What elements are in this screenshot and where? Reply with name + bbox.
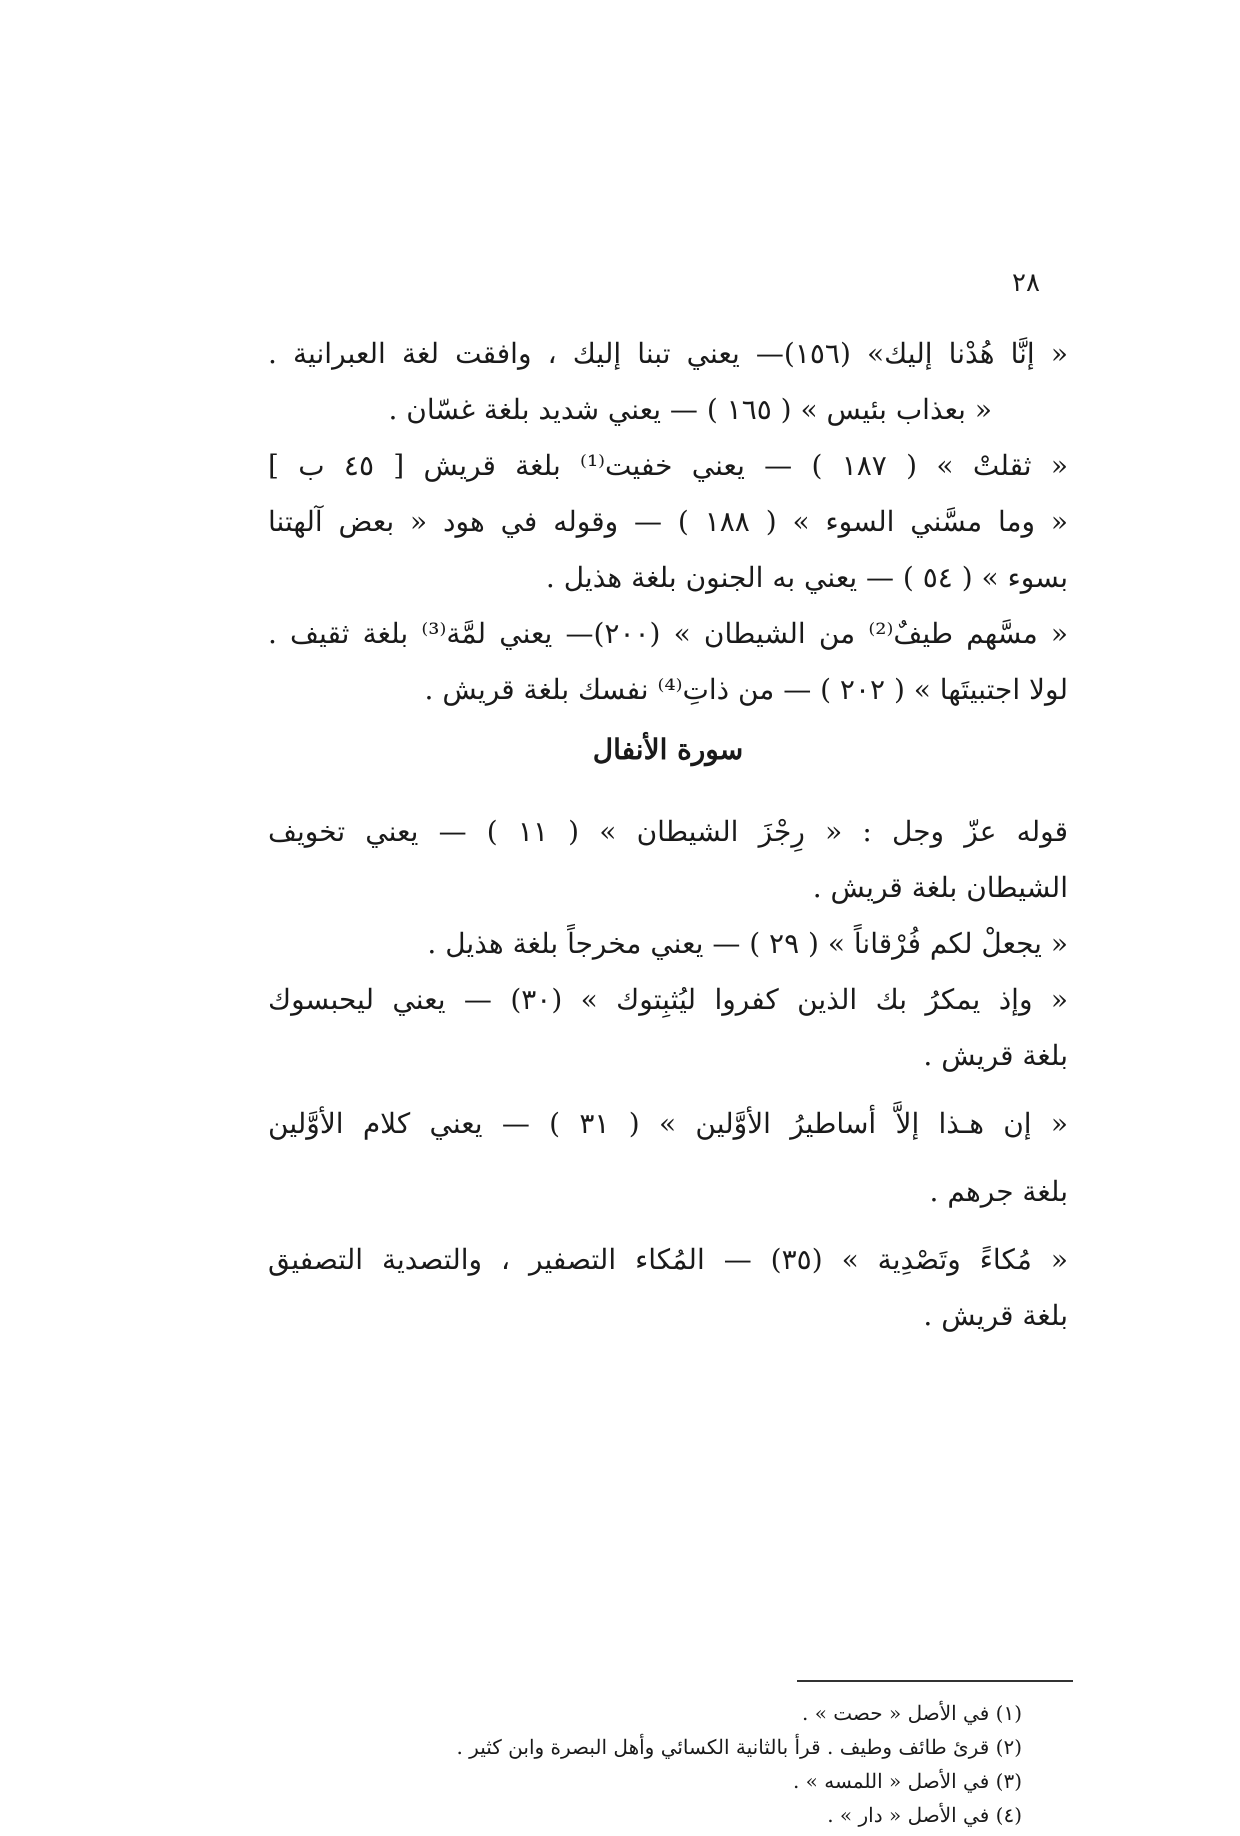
text-line: الشيطان بلغة قريش . [812, 871, 1068, 904]
surah-heading: سورة الأنفال [592, 733, 744, 766]
footnote-divider [797, 1680, 1073, 1682]
footnote: (٣) في الأصل « اللمسه » . [792, 1769, 1022, 1793]
text-line: « يجعلْ لكم فُرْقاناً » ( ٢٩ ) — يعني مخرجاً بلغة هذيل . [427, 927, 1068, 960]
text-line: قوله عزّ وجل : « رِجْزَ الشيطان » ( ١١ ) — يعني تخويف [268, 815, 1068, 848]
text-line: « إنَّا هُدْنا إليك» (١٥٦)— يعني تبنا إليك ، وافقت لغة العبرانية . [268, 337, 1068, 370]
text-line: بلغة قريش . [923, 1039, 1068, 1072]
text-line: « وإذ يمكرُ بك الذين كفروا ليُثبِتوك » (٣٠) — يعني ليحبسوك [268, 983, 1068, 1016]
text-line: بسوء » ( ٥٤ ) — يعني به الجنون بلغة هذيل . [545, 561, 1068, 594]
text-line: « إن هـذا إلاَّ أساطيرُ الأوَّلين » ( ٣١ ) — يعني كلام الأوَّلين [268, 1107, 1068, 1140]
footnote: (٢) قرئ طائف وطيف . قرأ بالثانية الكسائي وأهل البصرة وابن كثير . [456, 1735, 1022, 1759]
text-line: بلغة قريش . [923, 1299, 1068, 1332]
footnotes [456, 1700, 1022, 1836]
text-line: « بعذاب بئيس » ( ١٦٥ ) — يعني شديد بلغة غسّان . [388, 393, 992, 426]
text-line: لولا اجتبيتَها » ( ٢٠٢ ) — من ذاتِ⁽⁴⁾ نفسك بلغة قريش . [424, 673, 1068, 706]
body-text [268, 338, 1068, 1356]
text-line: « مسَّهم طيفٌ⁽²⁾ من الشيطان » (٢٠٠)— يعني لمَّة⁽³⁾ بلغة ثقيف . [268, 617, 1069, 650]
footnote: (٤) في الأصل « دار » . [827, 1803, 1022, 1827]
text-line: « وما مسَّني السوء » ( ١٨٨ ) — وقوله في هود « بعض آلهتنا [268, 505, 1069, 538]
text-line: بلغة جرهم . [929, 1175, 1068, 1208]
page-number: ٢٨ [1012, 268, 1040, 298]
text-line: « ثقلتْ » ( ١٨٧ ) — يعني خفيت⁽¹⁾ بلغة قريش [ ٤٥ ب ] [268, 449, 1068, 482]
text-line: « مُكاءً وتَصْدِية » (٣٥) — المُكاء التصفير ، والتصدية التصفيق [268, 1243, 1068, 1276]
footnote: (١) في الأصل « حصت » . [801, 1701, 1022, 1725]
